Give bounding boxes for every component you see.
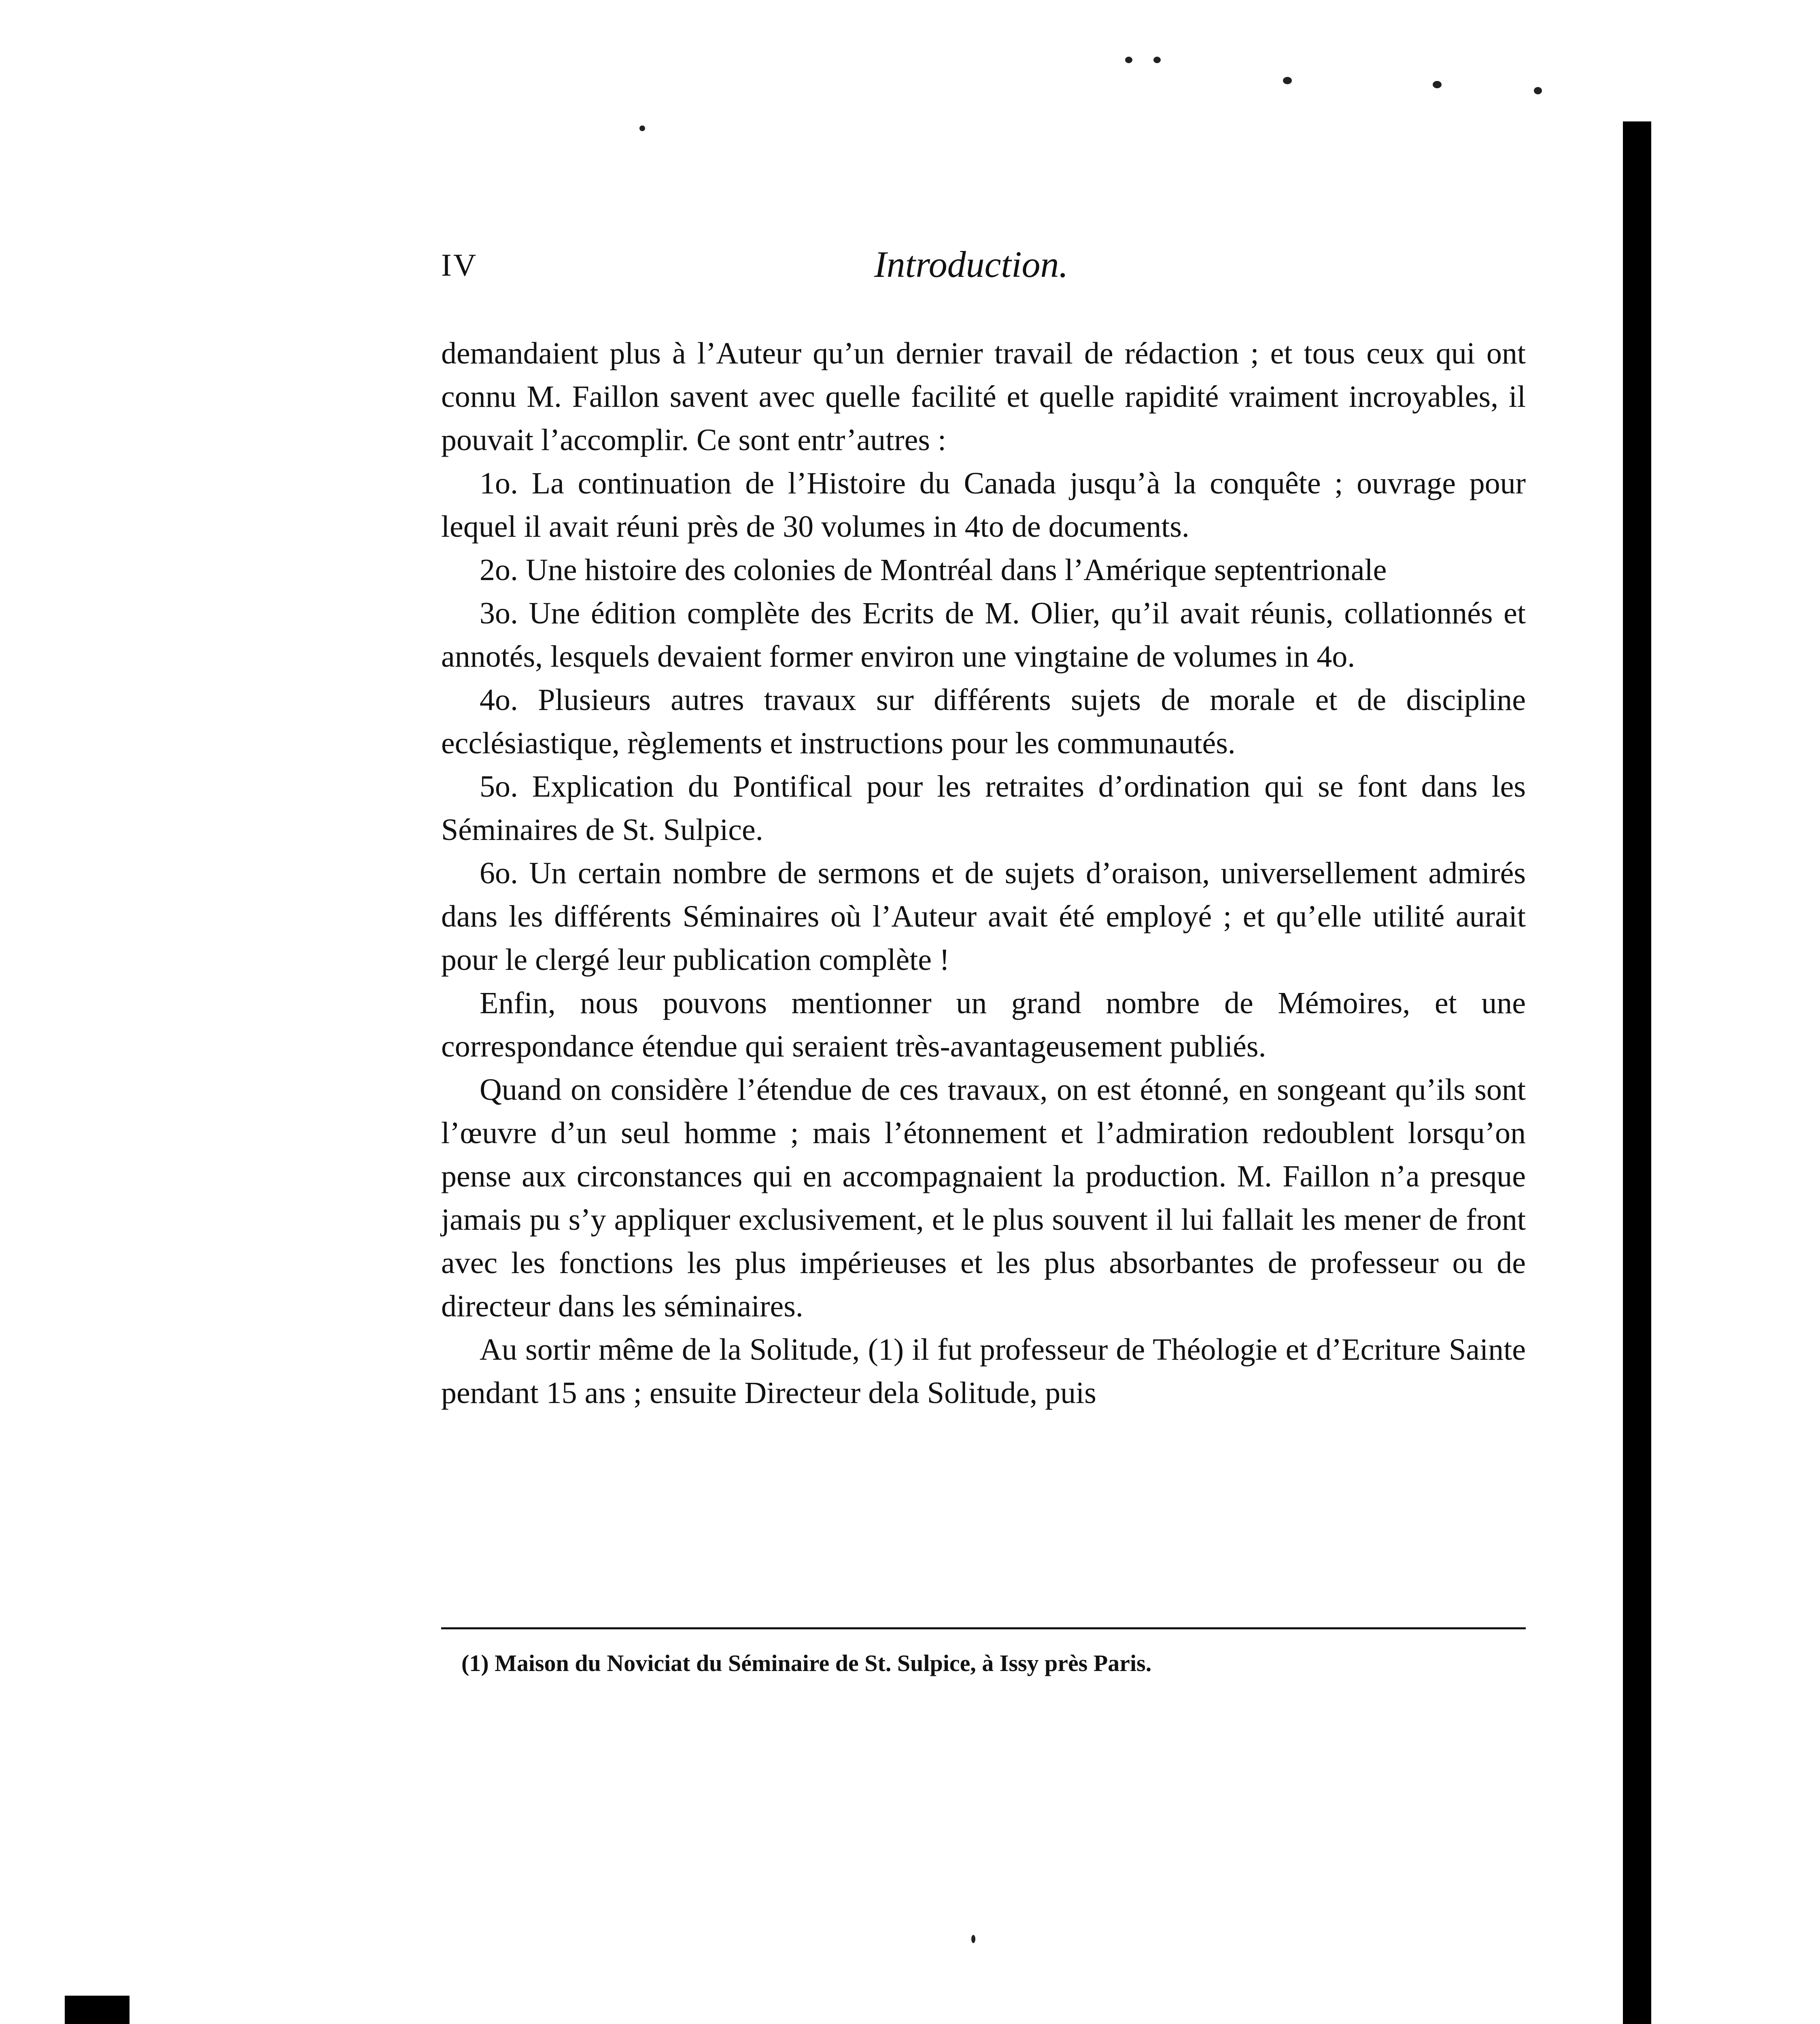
paragraph: demandaient plus à l’Auteur qu’un dernier travail de rédaction ; et tous ceux qui ont connu M. Faillon savent avec quelle facilité et quelle rapidité vraiment incroyables, il pouvait l’accomplir. Ce sont entr’autres :: [441, 336, 1526, 457]
paragraph: Quand on considère l’étendue de ces travaux, on est étonné, en songeant qu’ils sont l’œuvre d’un seul homme ; mais l’étonnement et l’admiration redoublent lorsqu’on pense aux circonstances qui en accompagnaient la production. M. Faillon n’a presque jamais pu s’y appliquer exclusivement, et le plus souvent il lui fallait les mener de front avec les fonctions les plus impérieuses et les plus absorbantes de professeur ou de directeur dans les séminaires.: [441, 1073, 1526, 1323]
scan-speck: [1534, 87, 1542, 94]
scan-speck: [1433, 81, 1442, 88]
scan-speck: [1125, 57, 1132, 63]
page-number: IV: [441, 247, 478, 283]
list-item: 2o. Une histoire des colonies de Montréal dans l’Amérique septentrionale: [480, 553, 1387, 587]
list-item: 1o. La continuation de l’Histoire du Canada jusqu’à la conquête ; ouvrage pour lequel il avait réuni près de 30 volumes in 4to de documents.: [441, 466, 1526, 544]
paragraph: Enfin, nous pouvons mentionner un grand nombre de Mémoires, et une correspondance étendue qui seraient très-avantageusement publiés.: [441, 986, 1526, 1063]
list-item: 4o. Plusieurs autres travaux sur différents sujets de morale et de discipline ecclésiastique, règlements et instructions pour les communautés.: [441, 683, 1526, 760]
paragraph: Au sortir même de la Solitude, (1) il fut professeur de Théologie et d’Ecriture Sainte pendant 15 ans ; ensuite Directeur dela Solitude, puis: [441, 1333, 1526, 1410]
main-text: [441, 332, 1526, 1415]
scan-border-right: [1623, 121, 1651, 2024]
footnote-divider: [441, 1627, 1526, 1629]
list-item: 3o. Une édition complète des Ecrits de M. Olier, qu’il avait réunis, collationnés et annotés, lesquels devaient former environ une vingtaine de volumes in 4o.: [441, 596, 1526, 674]
scan-speck: [971, 1935, 975, 1943]
running-title: Introduction.: [874, 244, 1068, 285]
running-head: [441, 243, 1526, 291]
footnote: (1) Maison du Noviciat du Séminaire de St. Sulpice, à Issy près Paris.: [461, 1650, 1152, 1676]
list-item: 6o. Un certain nombre de sermons et de sujets d’oraison, universellement admirés dans les différents Séminaires où l’Auteur avait été employé ; et qu’elle utilité aurait pour le clergé leur publication complète !: [441, 856, 1526, 977]
scan-speck: [1153, 57, 1161, 63]
scan-speck: [1283, 77, 1292, 84]
list-item: 5o. Explication du Pontifical pour les retraites d’ordination qui se font dans les Séminaires de St. Sulpice.: [441, 770, 1526, 847]
scan-speck: [639, 125, 645, 131]
scan-border-left: [65, 1996, 130, 2024]
